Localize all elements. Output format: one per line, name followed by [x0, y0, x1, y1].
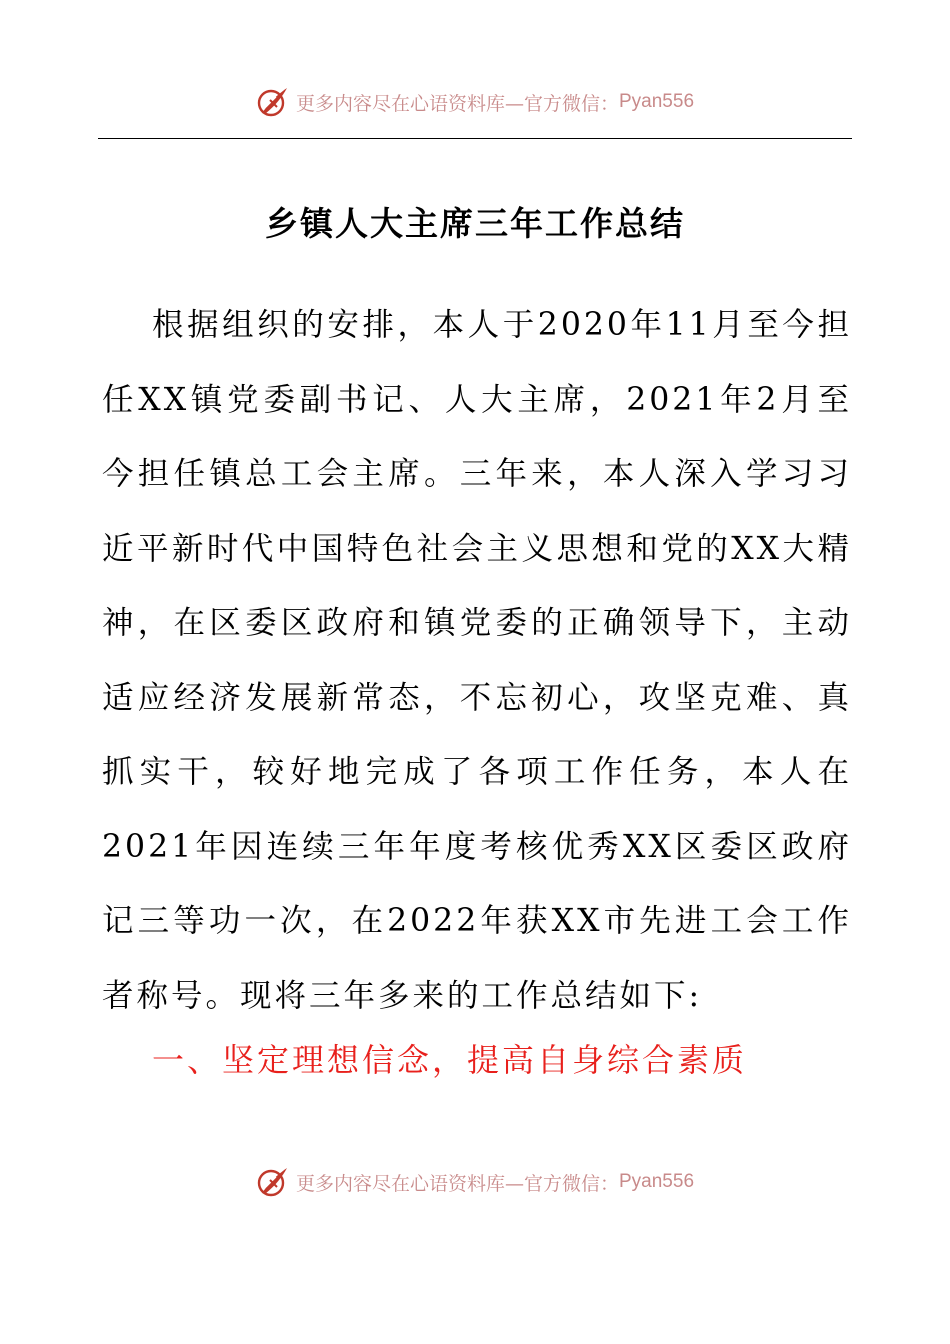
footer-watermark [0, 1162, 950, 1202]
document-title: 乡镇人大主席三年工作总结 [265, 204, 685, 243]
header-divider [98, 138, 852, 139]
quill-logo-icon [256, 85, 290, 119]
watermark-wechat-id: Pyan556 [619, 1171, 695, 1192]
watermark-text: 更多内容尽在心语资料库—官方微信： [295, 92, 619, 115]
body-paragraph: 根据组织的安排，本人于2020年11月至今担任XX镇党委副书记、人大主席，2021年2月至今担任镇总工会主席。三年来，本人深入学习习近平新时代中国特色社会主义思想和党的XX大精神，在区委区政府和镇党委的正确领导下，主动适应经济发展新常态，不忘初心，攻坚克难、真抓实干，较好地完成了各项工作任务，本人在2021年因连续三年年度考核优秀XX区委区政府记三等功一次，在2022年获XX市先进工会工作者称号。现将三年多来的工作总结如下: [102, 307, 852, 1014]
header-watermark [0, 82, 950, 122]
section-heading: 一、坚定理想信念，提高自身综合素质 [152, 1041, 748, 1079]
watermark-text: 更多内容尽在心语资料库—官方微信： [295, 1172, 619, 1195]
quill-logo-icon [256, 1165, 290, 1199]
watermark-wechat-id: Pyan556 [619, 91, 695, 112]
